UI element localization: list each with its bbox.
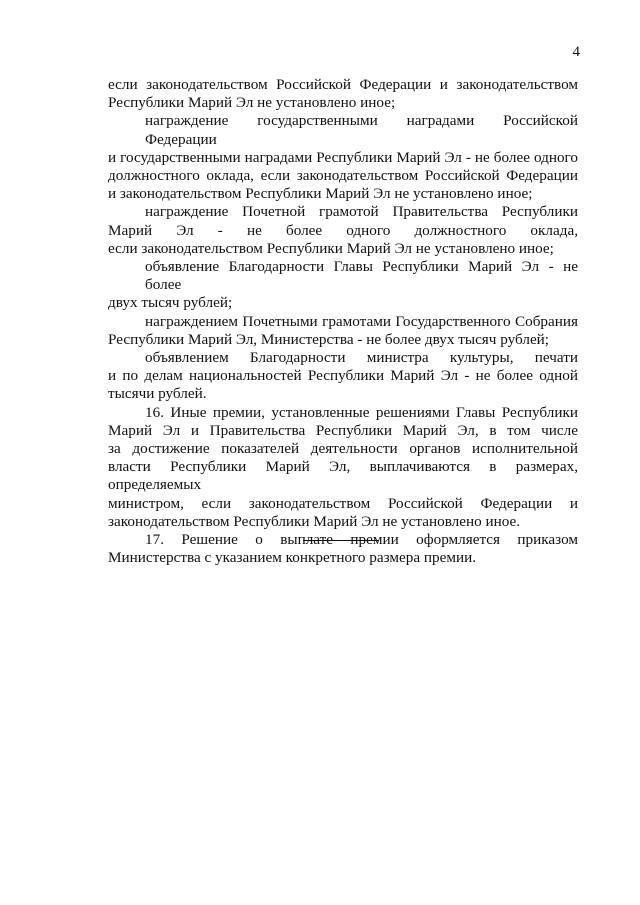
paragraph: [108, 203, 578, 258]
text-line: объявлением Благодарности министра культуры, печати: [145, 349, 578, 367]
text-line: если законодательством Российской Федерации и законодательством: [108, 76, 578, 93]
text-line: Республики Марий Эл, Министерства - не более двух тысяч рублей;: [108, 330, 550, 348]
paragraph: [108, 531, 578, 567]
text-line: законодательством Республики Марий Эл не установлено иное.: [108, 512, 521, 530]
text-line: 17. Решение о выплате премии оформляется приказом: [145, 531, 578, 549]
text-line: 16. Иные премии, установленные решениями Главы Республики: [145, 403, 578, 421]
text-line: тысячи рублей.: [108, 385, 207, 403]
paragraph: [108, 76, 578, 112]
page-number: 4: [572, 44, 580, 60]
text-line: Марий Эл - не более одного должностного оклада,: [108, 221, 578, 239]
text-line: и по делам национальностей Республики Марий Эл - не более одной: [108, 367, 578, 385]
paragraph: [108, 404, 578, 531]
text-line: за достижение показателей деятельности органов исполнительной: [108, 440, 578, 458]
text-line: Марий Эл и Правительства Республики Марий Эл, в том числе: [108, 421, 578, 439]
paragraph: [108, 313, 578, 349]
paragraph: [108, 258, 578, 313]
text-line: награждением Почетными грамотами Государственного Собрания: [145, 312, 578, 330]
text-line: награждение государственными наградами Российской Федерации: [145, 112, 578, 148]
text-line: награждение Почетной грамотой Правительства Республики: [145, 203, 578, 221]
text-line: двух тысяч рублей;: [108, 294, 233, 312]
text-line: объявление Благодарности Главы Республики Марий Эл - не более: [145, 258, 578, 294]
document-body: [108, 76, 578, 567]
text-line: министром, если законодательством Российской Федерации и: [108, 494, 578, 512]
text-line: власти Республики Марий Эл, выплачиваются в размерах, определяемых: [108, 458, 578, 494]
paragraph: [108, 112, 578, 203]
text-line: и законодательством Республики Марий Эл не установлено иное;: [108, 185, 533, 203]
text-line: если законодательством Республики Марий Эл не установлено иное;: [108, 239, 554, 257]
end-of-document-rule: [303, 540, 379, 541]
text-line: Министерства с указанием конкретного размера премии.: [108, 549, 477, 567]
text-line: и государственными наградами Республики Марий Эл - не более одного: [108, 148, 578, 166]
paragraph: [108, 349, 578, 404]
text-line: должностного оклада, если законодательством Российской Федерации: [108, 167, 578, 185]
text-line: Республики Марий Эл не установлено иное;: [108, 94, 396, 112]
